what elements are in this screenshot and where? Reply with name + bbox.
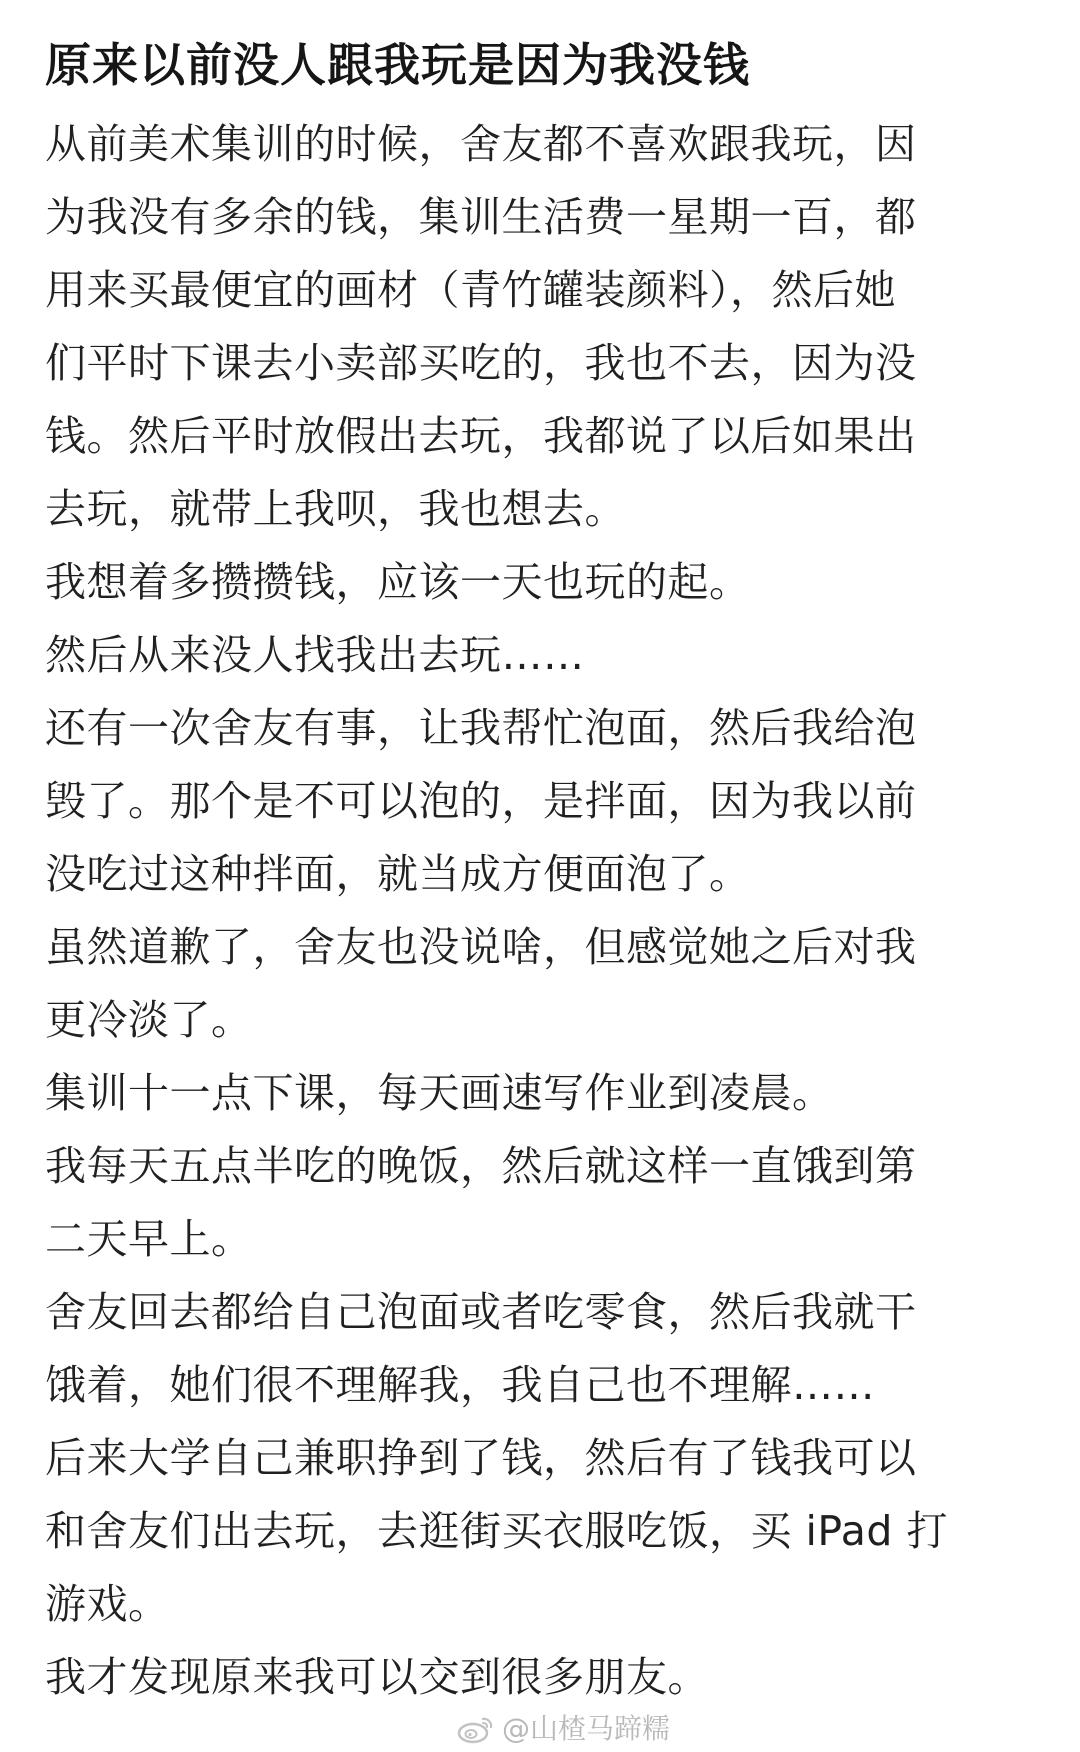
body-line: 饿着，她们很不理解我，我自己也不理解…… bbox=[45, 1361, 875, 1409]
body-line: 集训十一点下课，每天画速写作业到凌晨。 bbox=[45, 1069, 834, 1117]
body-line: 从前美术集训的时候，舍友都不喜欢跟我玩，因 bbox=[45, 120, 917, 168]
body-line: 然后从来没人找我出去玩…… bbox=[45, 631, 585, 679]
body-line: 和舍友们出去玩，去逛街买衣服吃饭，买 iPad 打 bbox=[45, 1507, 948, 1555]
post-title: 原来以前没人跟我玩是因为我没钱 bbox=[45, 38, 750, 92]
post-body bbox=[45, 108, 994, 1714]
body-line: 更冷淡了。 bbox=[45, 996, 253, 1044]
body-line: 用来买最便宜的画材（青竹罐装颜料），然后她 bbox=[45, 266, 896, 314]
body-line: 没吃过这种拌面，就当成方便面泡了。 bbox=[45, 850, 751, 898]
body-line: 后来大学自己兼职挣到了钱，然后有了钱我可以 bbox=[45, 1434, 917, 1482]
weibo-icon bbox=[456, 1714, 496, 1744]
body-line: 舍友回去都给自己泡面或者吃零食，然后我就干 bbox=[45, 1288, 917, 1336]
body-line: 我才发现原来我可以交到很多朋友。 bbox=[45, 1653, 709, 1701]
watermark-text: @山楂马蹄糯 bbox=[502, 1712, 671, 1745]
body-line: 二天早上。 bbox=[45, 1215, 253, 1263]
watermark bbox=[456, 1712, 670, 1746]
body-line: 去玩，就带上我呗，我也想去。 bbox=[45, 485, 626, 533]
body-line: 虽然道歉了，舍友也没说啥，但感觉她之后对我 bbox=[45, 923, 917, 971]
body-line: 还有一次舍友有事，让我帮忙泡面，然后我给泡 bbox=[45, 704, 917, 752]
body-line: 游戏。 bbox=[45, 1580, 170, 1628]
body-line: 为我没有多余的钱，集训生活费一星期一百，都 bbox=[45, 193, 917, 241]
body-line: 我每天五点半吃的晚饭，然后就这样一直饿到第 bbox=[45, 1142, 917, 1190]
body-line: 钱。然后平时放假出去玩，我都说了以后如果出 bbox=[45, 412, 917, 460]
body-line: 毁了。那个是不可以泡的，是拌面，因为我以前 bbox=[45, 777, 917, 825]
body-line: 们平时下课去小卖部买吃的，我也不去，因为没 bbox=[45, 339, 917, 387]
body-line: 我想着多攒攒钱，应该一天也玩的起。 bbox=[45, 558, 751, 606]
